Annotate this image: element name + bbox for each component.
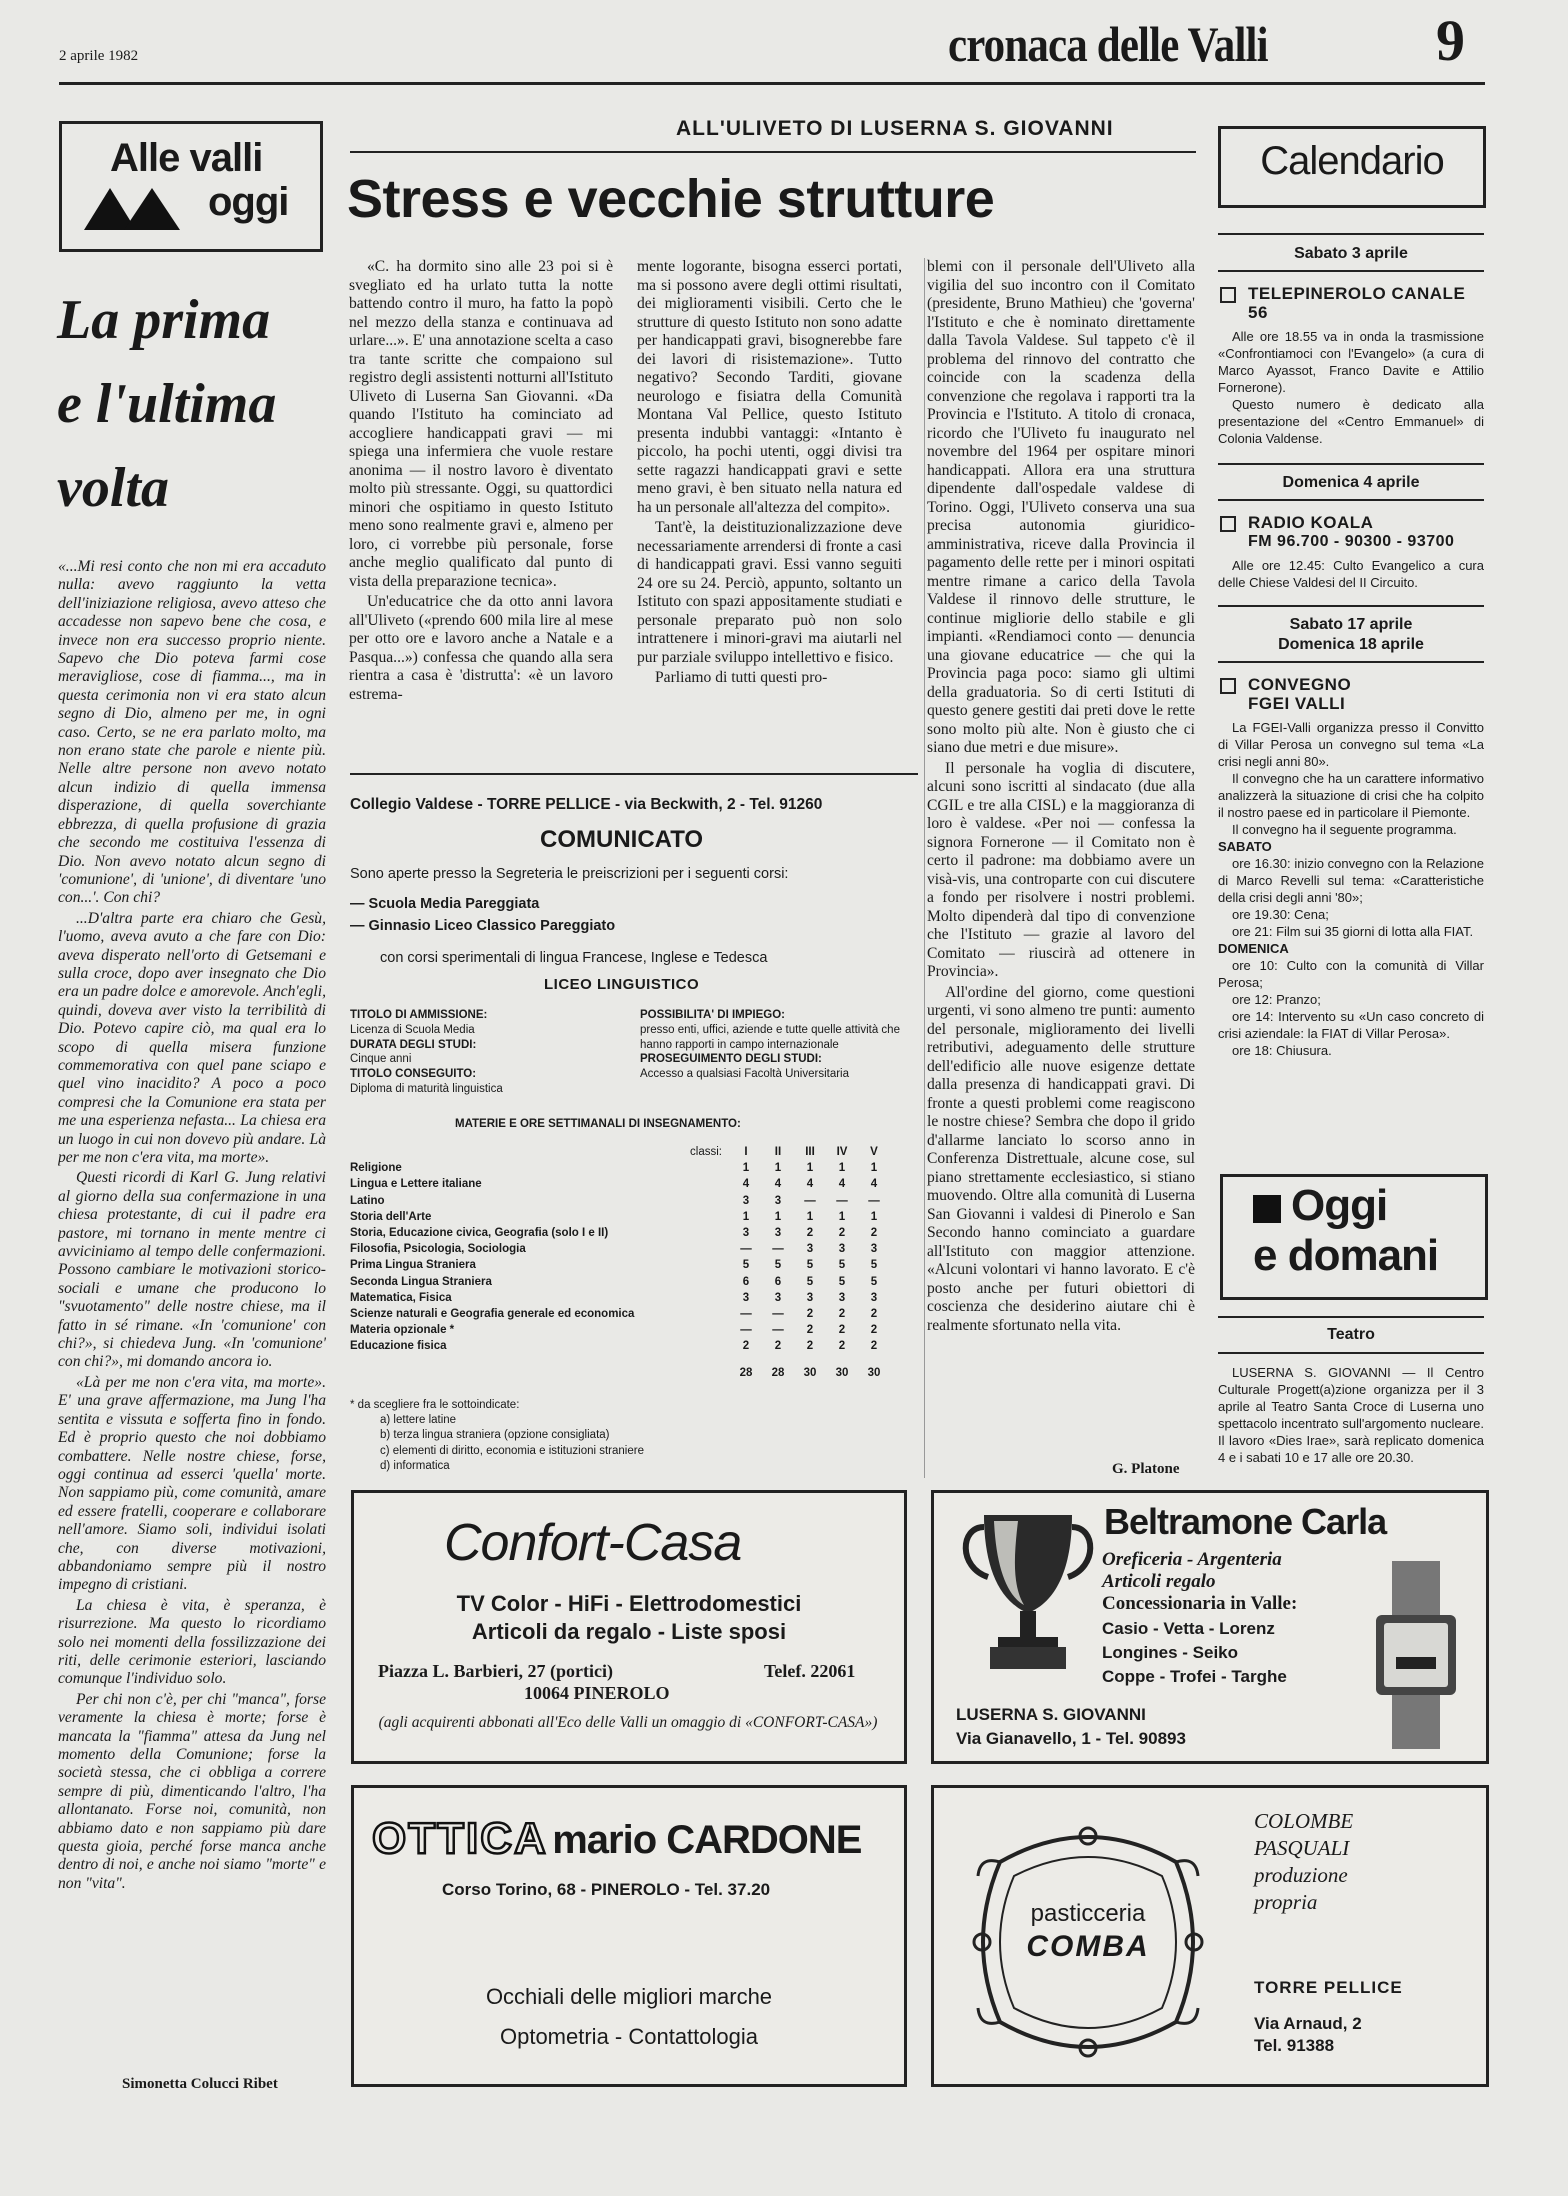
hours-cell: 2 — [870, 1308, 878, 1321]
subject-name: Educazione fisica — [350, 1340, 447, 1353]
hours-cell: 5 — [838, 1259, 846, 1272]
section-title: cronaca delle Valli — [948, 16, 1268, 72]
communique-intro: Sono aperte presso la Segreteria le preiscrizioni per i seguenti corsi: — [350, 866, 789, 882]
main-col1 — [349, 258, 613, 763]
hours-cell: 4 — [742, 1178, 750, 1191]
comba-text-line: COLOMBE — [1254, 1809, 1354, 1833]
cal-event-text: Il convegno ha il seguente programma. — [1232, 822, 1457, 837]
hours-cell: 5 — [838, 1275, 846, 1288]
info-value: Accesso a qualsiasi Facoltà Universitaria — [640, 1068, 850, 1081]
hours-cell: 1 — [774, 1210, 782, 1223]
cal-event-title-text: RADIO KOALA — [1248, 513, 1374, 532]
footnote-title: * da scegliere fra le sottoindicate: — [350, 1399, 520, 1411]
cal-event-title — [1218, 513, 1484, 532]
hours-cell: 2 — [870, 1324, 878, 1337]
cal-event-text: Il convegno che ha un carattere informativo analizzerà la situazione di crisi che ha colpito il nostro paese ed in particolare il Piemonte. — [1218, 771, 1484, 820]
hours-cell: 3 — [870, 1243, 878, 1256]
subject-name: Scienze naturali e Geografia generale ed economica — [350, 1308, 635, 1321]
cal-rule — [1218, 605, 1484, 607]
beltramone-brand: Beltramone Carla — [1104, 1501, 1387, 1542]
left-para: Per chi non c'è, per chi "manca", forse veramente la chiesa è morte; forse è mancata la "fiamma" attesa da Jung nel momento della Comunione; forse la società stessa, che ci obbliga a correre sempre di più, dimenticando l'altro, l'ha allontanato. Forse noi, comunità, non abbiamo dato e non sappiamo più dare questa gioia, perché forse manca anche dentro di noi, e anche noi siamo "morte" e non "vita". — [58, 1690, 326, 1892]
table-row — [350, 1257, 920, 1273]
teatro-head: Teatro — [1327, 1326, 1375, 1343]
total-cell: 28 — [771, 1366, 785, 1379]
main-para: Parliamo di tutti questi pro- — [655, 669, 828, 686]
communique-info-right — [640, 1008, 918, 1082]
hours-cell: 1 — [742, 1210, 750, 1223]
table-row — [350, 1290, 920, 1306]
calendar-events — [1218, 244, 1484, 1059]
cal-day-head: Domenica 4 aprile — [1282, 474, 1420, 491]
main-col3 — [927, 258, 1195, 1468]
calendar-title: Calendario — [1260, 139, 1444, 183]
cal-program-item: ore 21: Film sui 35 giorni di lotta alla FIAT. — [1232, 924, 1474, 939]
ad-comba — [931, 1785, 1489, 2087]
table-row — [350, 1306, 920, 1322]
table-row — [350, 1338, 920, 1354]
beltramone-line1: Oreficeria - Argenteria — [1102, 1549, 1282, 1570]
hours-cell: 3 — [838, 1291, 846, 1304]
ottica-address: Corso Torino, 68 - PINEROLO - Tel. 37.20 — [442, 1880, 771, 1899]
comba-logo1: pasticceria — [1030, 1900, 1146, 1927]
footnote: d) informatica — [380, 1459, 450, 1472]
hours-cell: 2 — [806, 1340, 814, 1353]
subject-name: Matematica, Fisica — [350, 1291, 452, 1304]
comba-city: TORRE PELLICE — [1254, 1978, 1403, 1997]
total-cell: 30 — [803, 1366, 817, 1379]
cal-event-title-text: TELEPINEROLO CANALE 56 — [1248, 284, 1466, 322]
hours-cell: 2 — [806, 1227, 814, 1240]
hours-cell: — — [836, 1194, 848, 1207]
footnote: a) lettere latine — [380, 1414, 457, 1427]
comba-address2: Tel. 91388 — [1254, 2036, 1335, 2055]
hours-cell: 5 — [870, 1259, 878, 1272]
cal-day-head: Sabato 17 aprile — [1289, 616, 1413, 633]
cal-event-title — [1218, 675, 1484, 694]
info-label: POSSIBILITA' DI IMPIEGO: — [640, 1009, 786, 1021]
cal-sabato-label: SABATO — [1218, 839, 1272, 854]
alle-valli-line2: oggi — [208, 180, 289, 224]
cal-event-title-text: FM 96.700 - 90300 - 93700 — [1248, 533, 1455, 550]
hours-cell: 2 — [838, 1308, 846, 1321]
left-para: La chiesa è vita, è speranza, è risurrezione. Ma questo lo ricordiamo solo nei momenti della fossilizzazione dei riti, delle cerimonie esteriori, lasciando comunque l'individuo solo. — [58, 1596, 326, 1688]
class-header: V — [870, 1146, 878, 1158]
table-row — [350, 1160, 920, 1176]
subject-name: Filosofia, Psicologia, Sociologia — [350, 1243, 526, 1256]
cal-rule — [1218, 463, 1484, 465]
hours-cell: 1 — [806, 1162, 814, 1175]
cal-program-item: ore 12: Pranzo; — [1232, 992, 1321, 1007]
main-article-kicker: ALL'ULIVETO DI LUSERNA S. GIOVANNI — [676, 117, 1114, 140]
confort-phone: Telef. 22061 — [764, 1661, 856, 1681]
checkbox-icon — [1220, 516, 1236, 532]
alle-valli-box — [59, 121, 323, 252]
hours-cell: 2 — [742, 1340, 750, 1353]
hours-cell: 5 — [774, 1259, 782, 1272]
hours-cell: — — [772, 1243, 784, 1256]
communique-header: Collegio Valdese - TORRE PELLICE - via Beckwith, 2 - Tel. 91260 — [350, 796, 823, 813]
comba-text — [1254, 1808, 1353, 1916]
hours-cell: 6 — [742, 1275, 750, 1288]
communique-course2: — Ginnasio Liceo Classico Pareggiato — [350, 918, 616, 934]
cal-program-item: ore 14: Intervento su «Un caso concreto di crisi aziendale: la FIAT di Villar Perosa». — [1218, 1009, 1484, 1041]
table-row — [350, 1274, 920, 1290]
subject-name: Storia dell'Arte — [350, 1210, 432, 1223]
communique-top-rule — [350, 773, 918, 775]
left-para: Questi ricordi di Karl G. Jung relativi al giorno della sua confermazione in una chiesa protestante, di cui il padre era pastore, mi tornano in mente mentre ci avviciniamo al tempo delle confermazioni. Possono cambiare le motivazioni storico-sociali e umane che producono lo "svuotamento" delle nostre chiese, ma il fatto in sé rimane. «In 'comunione' con chi?», si chiedeva Jung. «In 'comunione' con chi?», mi domando ancora io. — [58, 1169, 326, 1371]
trophy-icon — [954, 1505, 1102, 1685]
left-para: «Là per me non c'era vita, ma morte». E' una grave affermazione, ma Jung l'ha sentita e vissuta e sofferta fino in fondo. Ed è proprio questo che noi dobbiamo combattere. Nelle nostre chiese, forse, oggi continua ad esserci 'quella' morte. Non sappiamo più, come comunità, amare ed essere fratelli, cooperare e collaborare nell'amore. Siamo soli, individui isolati che, con diverse motivazioni, abbandoniamo sempre più il nostro impegno di cristiani. — [58, 1373, 326, 1594]
hours-cell: — — [740, 1308, 752, 1321]
hours-cell: 5 — [806, 1275, 814, 1288]
hours-cell: 5 — [806, 1259, 814, 1272]
left-title-line1: La prima — [57, 289, 271, 351]
cal-event-text: La FGEI-Valli organizza presso il Convitto di Villar Perosa un convegno sul tema «La crisi negli anni 80». — [1218, 720, 1484, 769]
hours-cell: 1 — [742, 1162, 750, 1175]
oggi-line2: e domani — [1253, 1231, 1439, 1280]
hours-cell: 3 — [774, 1194, 782, 1207]
left-article-title — [57, 278, 327, 530]
info-label: TITOLO DI AMMISSIONE: — [350, 1009, 488, 1021]
communique-info-left — [350, 1008, 630, 1097]
ottica-brand2: mario CARDONE — [552, 1818, 862, 1862]
total-cell: 30 — [835, 1366, 849, 1379]
subject-name: Materia opzionale * — [350, 1324, 455, 1337]
confort-brand: Confort-Casa — [444, 1514, 742, 1572]
total-cell: 28 — [739, 1366, 753, 1379]
confort-line2: Articoli da regalo - Liste sposi — [471, 1619, 787, 1644]
hours-cell: 4 — [774, 1178, 782, 1191]
confort-address2: 10064 PINEROLO — [524, 1683, 670, 1703]
table-row — [350, 1225, 920, 1241]
main-para: Il personale ha voglia di discutere, alcuni sono iscritti al sindacato (due alla CGIL e tre alla CISL) e la maggioranza di loro è valdese. «Per noi — confessa la signora Fornerone — il Comitato non è certo il padrone: ma dobbiamo avere un visà-vis, una controparte con cui discutere a fondo per risolvere i nostri problemi. Molto dipenderà dal tipo di convenzione che l'Istituto — grazie al lavoro del Comitato — riuscirà ad ottenere in Provincia». — [927, 759, 1195, 980]
communique-liceo: LICEO LINGUISTICO — [544, 976, 700, 993]
hours-cell: 1 — [838, 1162, 846, 1175]
teatro-text-block — [1218, 1364, 1484, 1466]
cal-program-item: ore 16.30: inizio convegno con la Relazione di Marco Revelli sul tema: «Caratteristiche della crisi degli anni '80»; — [1218, 856, 1484, 905]
communique-course1: — Scuola Media Pareggiata — [350, 896, 540, 912]
hours-cell: 3 — [774, 1227, 782, 1240]
class-header: I — [744, 1146, 748, 1158]
teatro-rule — [1218, 1316, 1484, 1318]
mountains-icon — [84, 184, 182, 232]
class-header: II — [774, 1146, 782, 1158]
cal-domenica-label: DOMENICA — [1218, 941, 1289, 956]
calendar-box — [1218, 126, 1486, 208]
comba-address1: Via Arnaud, 2 — [1254, 2014, 1362, 2033]
beltramone-brand-line: Coppe - Trofei - Targhe — [1102, 1667, 1287, 1686]
beltramone-address: Via Gianavello, 1 - Tel. 90893 — [956, 1729, 1186, 1748]
hours-cell: 3 — [806, 1291, 814, 1304]
alle-valli-line1: Alle valli — [110, 136, 263, 180]
hours-cell: 2 — [838, 1340, 846, 1353]
hours-cell: 3 — [838, 1243, 846, 1256]
subject-name: Latino — [350, 1194, 385, 1207]
hours-cell: 2 — [774, 1340, 782, 1353]
beltramone-line2: Articoli regalo — [1102, 1571, 1216, 1592]
cal-rule — [1218, 661, 1484, 663]
footnote: b) terza lingua straniera (opzione consigliata) — [380, 1429, 610, 1442]
beltramone-city: LUSERNA S. GIOVANNI — [956, 1705, 1146, 1724]
cal-rule — [1218, 499, 1484, 501]
table-row — [350, 1209, 920, 1225]
hours-cell: 4 — [870, 1178, 878, 1191]
oggi-line1: Oggi — [1291, 1181, 1388, 1230]
subject-name: Religione — [350, 1162, 402, 1175]
table-footnotes — [350, 1398, 644, 1474]
hours-cell: 2 — [806, 1324, 814, 1337]
main-para: «C. ha dormito sino alle 23 poi si è svegliato ed ha urlato tutta la notte battendo contro il muro, ha fatto la popò nel mezzo della stanza e continuava ad urlare...». E' una annotazione scelta a caso tra tante scritte che compaiono sul registro degli assistenti notturni all'Istituto Uliveto di Luserna San Giovanni. «Da quando l'Istituto ha cominciato ad accogliere handicappati gravi — mi spiega una infermiera che vuole restare anonima — il nostro lavoro è diventato molto più stressante. Oggi, su quattordici minori che ospitiamo in questo Istituto meno sono realmente gravi e, almeno per loro, ci vorrebbe più personale, forse anche meglio qualificato dal punto di vista della preparazione tecnica». — [349, 258, 613, 590]
ottica-logo — [372, 1814, 861, 1864]
hours-cell: 2 — [870, 1227, 878, 1240]
hours-cell: 4 — [838, 1178, 846, 1191]
table-row — [350, 1322, 920, 1338]
confort-address1: Piazza L. Barbieri, 27 (portici) — [378, 1661, 613, 1681]
info-label: PROSEGUIMENTO DEGLI STUDI: — [640, 1053, 822, 1066]
cal-program-item: ore 19.30: Cena; — [1232, 907, 1329, 922]
hours-cell: — — [804, 1194, 816, 1207]
footnote: c) elementi di diritto, economia e istituzioni straniere — [380, 1444, 644, 1457]
table-row — [350, 1193, 920, 1209]
teatro-text: LUSERNA S. GIOVANNI — Il Centro Culturale Progett(a)zione organizza per il 3 aprile al Teatro Santa Croce di Luserna uno spettacolo incentrato sull'argomento nucleare. Il lavoro «Dies Irae», sarà replicato domenica 4 e i sabati 10 e 17 alle ore 20.30. — [1218, 1365, 1484, 1465]
beltramone-line3: Concessionaria in Valle: — [1102, 1593, 1298, 1614]
main-article-title: Stress e vecchie strutture — [347, 169, 995, 229]
hours-cell: 5 — [742, 1259, 750, 1272]
oggi-domani-box — [1220, 1174, 1488, 1300]
cal-program-item: ore 10: Culto con la comunità di Villar Perosa; — [1218, 958, 1484, 990]
hours-cell: 6 — [774, 1275, 782, 1288]
table-title: MATERIE E ORE SETTIMANALI DI INSEGNAMENTO: — [455, 1118, 741, 1130]
classes-label: classi: — [690, 1146, 722, 1158]
cal-event-title-text: FGEI VALLI — [1248, 694, 1346, 713]
subject-name: Storia, Educazione civica, Geografia (solo I e II) — [350, 1227, 609, 1240]
left-article-body — [58, 558, 326, 2078]
left-article-author: Simonetta Colucci Ribet — [122, 2076, 278, 2092]
cal-day-head: Domenica 18 aprile — [1278, 636, 1424, 653]
left-para: «...Mi resi conto che non mi era accaduto nulla: avevo raggiunto la vetta dell'iniziazione religiosa, avevo atteso che accadesse non sapevo bene che cosa, e invece non era successo proprio niente. Sapevo che Dio poteva farmi cose meravigliose, cose di fiamma..., ma in questa cerimonia non vi era stato alcun segno di Dio, almeno per me, in ogni caso. Certo, se ne era parlato molto, ma non erano state che parole e niente più. Nelle altre persone non avevo notato alcun indizio di quella immensa disperazione, di quella soverchiante ebbrezza, di quella profusione di grazia che secondo me costituiva l'essenza di Dio. Non avevo notato alcun segno di 'comunione', di 'unione', di diventare 'uno con...'. Con chi? — [58, 558, 326, 907]
cal-event-text: Alle ore 18.55 va in onda la trasmissione «Confrontiamoci con l'Evangelo» (a cura di Marco Ayassot, Franco Davite e Attilio Fornerone). — [1218, 329, 1484, 395]
table-row — [350, 1241, 920, 1257]
table-header-row — [350, 1144, 920, 1160]
checkbox-icon — [1220, 678, 1236, 694]
hours-cell: 4 — [806, 1178, 814, 1191]
left-para: ...D'altra parte era chiaro che Gesù, l'uomo, aveva avuto a che fare con Dio: aveva disperato nell'orto di Getsemani e sulla croce, dopo aver insegnato che Dio era un padre dolce e amorevole. Anch'egli, quindi, doveva aver visto la terribilità di Dio. Potevo capire ciò, ma qual era lo scopo di quella misera funzione commemorativa con quel pane sciapo e quel vino inacidito? A poco a poco compresi che la Comunione era stata per me una esperienza nefasta... La chiesa era un luogo in cui non dovevo più andare. Là per me non c'era vita, ma morte». — [58, 909, 326, 1166]
kicker-rule — [350, 151, 1196, 153]
beltramone-brand-line: Longines - Seiko — [1102, 1643, 1239, 1662]
black-square-icon — [1253, 1195, 1281, 1223]
hours-cell: 1 — [870, 1210, 878, 1223]
cal-program-item: ore 18: Chiusura. — [1232, 1043, 1332, 1058]
comba-text-line: PASQUALI — [1254, 1836, 1350, 1860]
left-title-line2: e l'ultima — [57, 373, 277, 435]
ad-confort-casa — [351, 1490, 907, 1764]
teatro-rule — [1218, 1352, 1484, 1354]
hours-cell: 5 — [870, 1275, 878, 1288]
hours-cell: 3 — [870, 1291, 878, 1304]
header-rule — [59, 82, 1485, 85]
table-totals-row — [350, 1365, 920, 1381]
col-divider — [924, 258, 925, 1478]
subject-name: Seconda Lingua Straniera — [350, 1275, 492, 1288]
cal-rule — [1218, 270, 1484, 272]
main-para: Tant'è, la deistituzionalizzazione deve necessariamente arrendersi di fronte a casi di handicappati gravi. Essi vanno seguiti 24 ore su 24. Perciò, appunto, soltanto un Istituto con spazi appositamente studiati e personale preparato può non solo intrattenere i minori-gravi ma aiutarli nel pur parziale sviluppo intellettivo e fisico. — [637, 519, 902, 666]
hours-cell: 2 — [806, 1308, 814, 1321]
confort-note: (agli acquirenti abbonati all'Eco delle Valli un omaggio di «CONFORT-CASA») — [378, 1714, 878, 1731]
hours-cell: — — [868, 1194, 880, 1207]
main-col2 — [637, 258, 902, 763]
main-article-author: G. Platone — [1106, 1461, 1180, 1478]
hours-cell: 2 — [870, 1340, 878, 1353]
checkbox-icon — [1220, 287, 1236, 303]
main-para: mente logorante, bisogna esserci portati, ma si possono avere degli ottimi risultati, dei miglioramenti visibili. Certo che le strutture di questo Istituto non sono adatte per handicappati gravi, bisognerebbe fare dei lavori di risistemazione». Tutto negativo? Secondo Tarditi, giovane neurologo e fisiatra della Comunità Montana Val Pellice, questo Istituto presenta indubbi vantaggi: «Intanto è piccolo, ha pochi utenti, oggi divisi tra sette ragazzi handicappati gravi e sette meno gravi, è ben situato nella natura ed ha un personale all'altezza del compito». — [637, 258, 902, 516]
hours-cell: 1 — [774, 1162, 782, 1175]
hours-cell: 3 — [742, 1291, 750, 1304]
hours-cell: 1 — [870, 1162, 878, 1175]
hours-cell: 3 — [742, 1227, 750, 1240]
communique-title: COMUNICATO — [540, 826, 704, 853]
ottica-line1: Occhiali delle migliori marche — [485, 1984, 773, 2009]
main-para: Un'educatrice che da otto anni lavora all'Uliveto («prendo 600 mila lire al mese per otto ore e lavoro anche a Natale e a Pasqua...») confessa che quando alla sera rientra a casa è 'distrutta': «è un lavoro estrema- — [349, 593, 613, 703]
hours-cell: — — [740, 1243, 752, 1256]
ottica-brand1: OTTICA — [372, 1814, 548, 1863]
hours-cell: 2 — [838, 1324, 846, 1337]
hours-cell: — — [772, 1324, 784, 1337]
info-value: Cinque anni — [350, 1053, 412, 1066]
hours-cell: 1 — [838, 1210, 846, 1223]
main-para: All'ordine del giorno, come questioni urgenti, vi sono almeno tre punti: aumento del personale, miglioramento dei livelli retributivi, adeguamento delle strutture dell'edificio alle nuove esigenze dettate dalla presenza di handicappati gravi. Di fronte a questi problemi come reagiscono le nostre chiese? Sembra che dopo il grido d'allarme lanciato lo scorso anno in Conferenza Distrettuale, alcune cose, sul piano strettamente ecclesiastico, si stiano muovendo. Oltre alla comunità di Luserna San Giovanni i valdesi di Pinerolo e San Secondo hanno cominciato a guardare all'Istituto con maggior attenzione. «Alcuni volontari vi hanno lavorato. E c'è posto anche per futuri obiettori di coscienza che desiderino aiutare chi è realmente sfortunato nella vita. — [927, 983, 1195, 1334]
subject-name: Lingua e Lettere italiane — [350, 1178, 482, 1191]
cal-rule — [1218, 233, 1484, 235]
hours-cell: 1 — [806, 1210, 814, 1223]
hours-cell: — — [772, 1308, 784, 1321]
main-para: blemi con il personale dell'Uliveto alla vigilia del suo incontro con il Comitato (presidente, Bruno Mathieu) che 'governa' l'Istituto e che è nominato direttamente dalla Tavola Valdese. Sul tappeto c'è il problema del rinnovo del contratto che coincide con la scadenza della convenzione che regolava i rapporti tra la Provincia e l'Istituto. A titolo di cronaca, ricordo che l'Uliveto fu inaugurato nel novembre del 1964 per ospitare minori handicappati. Allora era una struttura dipendente dall'ospedale valdese di Torino. Oggi, l'Uliveto conserva una sua precisa autonomia giuridico-amministrativa, riceve dalla Provincia il pagamento delle rette per i minori ospitati mentre rimane a carico della Tavola Valdese il rinnovo delle strutture, le continue migliorie dello stabile e gli impianti. «Rendiamoci conto — denuncia una giovane educatrice — che qui la Provincia paga poco: siamo gli ultimi della graduatoria. So di certi Istituti di questo genere gestiti dai preti dove le rette sono molto più alte. Non è giusto che ci siano due metri e due misure». — [927, 258, 1195, 756]
info-value: Licenza di Scuola Media — [350, 1023, 475, 1036]
cal-event-title-text: CONVEGNO — [1248, 675, 1352, 694]
info-value: presso enti, uffici, aziende e tutte quelle attività che hanno rapporti in campo internazionale — [640, 1023, 900, 1051]
hours-cell: 2 — [838, 1227, 846, 1240]
ad-beltramone — [931, 1490, 1489, 1764]
communique-course-note: con corsi sperimentali di lingua Francese, Inglese e Tedesca — [380, 950, 768, 966]
issue-date: 2 aprile 1982 — [59, 48, 139, 64]
comba-text-line: propria — [1254, 1890, 1318, 1914]
subject-name: Prima Lingua Straniera — [350, 1259, 476, 1272]
info-label: TITOLO CONSEGUITO: — [350, 1068, 477, 1081]
hours-cell: 3 — [774, 1291, 782, 1304]
table-row — [350, 1176, 920, 1192]
ottica-line2: Optometria - Contattologia — [499, 2024, 759, 2049]
cal-day-head: Sabato 3 aprile — [1294, 245, 1408, 262]
info-label: DURATA DEGLI STUDI: — [350, 1038, 477, 1051]
hours-cell: 3 — [742, 1194, 750, 1207]
confort-line1: TV Color - HiFi - Elettrodomestici — [456, 1591, 802, 1616]
left-title-line3: volta — [57, 457, 169, 519]
hours-cell: 3 — [806, 1243, 814, 1256]
class-header: IV — [836, 1146, 848, 1158]
cal-event-text: Questo numero è dedicato alla presentazione del «Centro Emmanuel» di Colonia Valdense. — [1218, 397, 1484, 446]
beltramone-brand-line: Casio - Vetta - Lorenz — [1102, 1619, 1275, 1638]
total-cell: 30 — [867, 1366, 881, 1379]
hours-cell: — — [740, 1324, 752, 1337]
cal-event-title — [1218, 284, 1484, 322]
subjects-table — [350, 1144, 920, 1381]
comba-text-line: produzione — [1254, 1863, 1348, 1887]
page-number: 9 — [1436, 8, 1465, 73]
comba-logo2: COMBA — [1026, 1930, 1150, 1963]
class-header: III — [805, 1146, 815, 1158]
info-value: Diploma di maturità linguistica — [350, 1082, 503, 1095]
cal-event-text: Alle ore 12.45: Culto Evangelico a cura delle Chiese Valdesi del II Circuito. — [1218, 558, 1484, 590]
watch-icon — [1370, 1561, 1462, 1749]
ad-ottica — [351, 1785, 907, 2087]
